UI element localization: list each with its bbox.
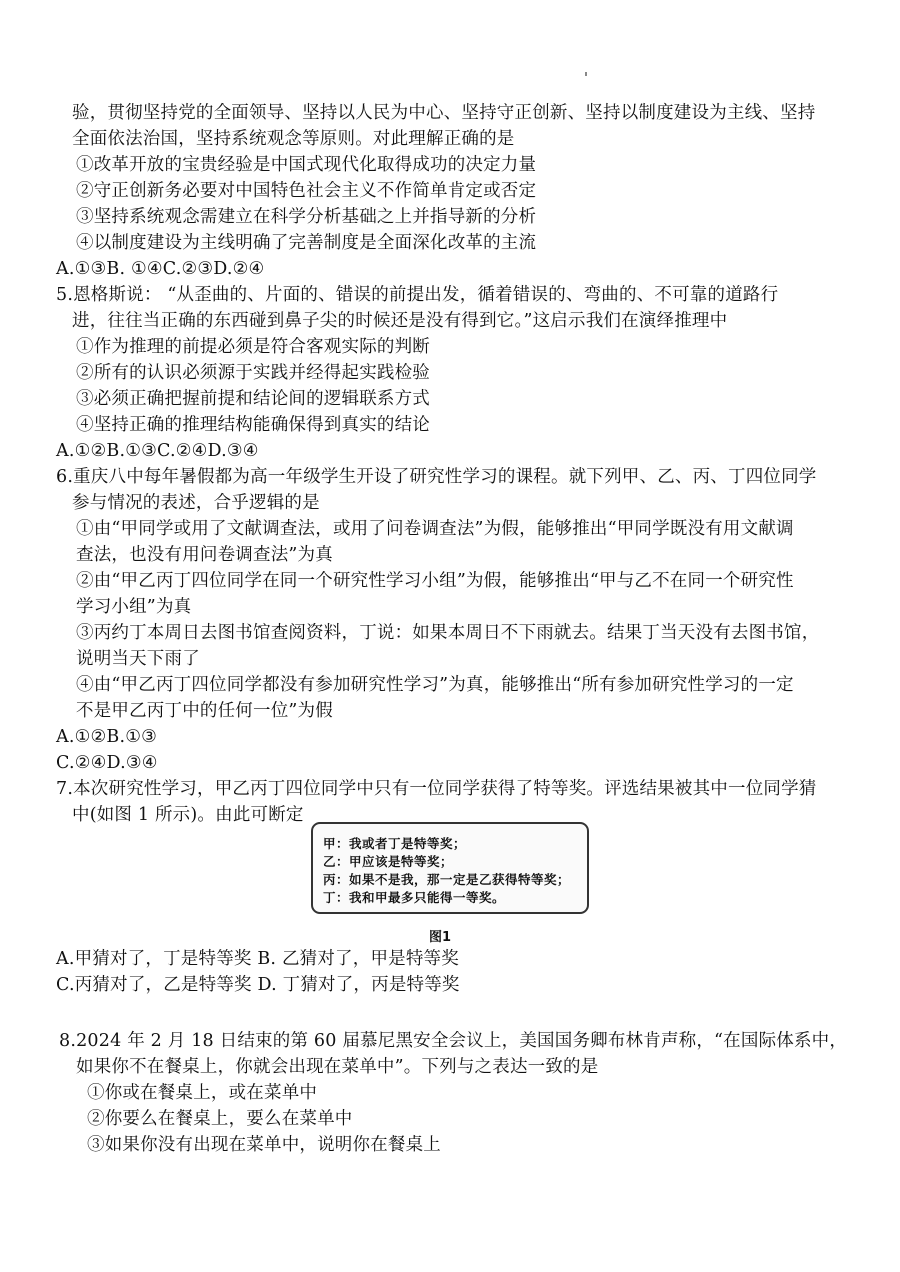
figure-line-yi: 乙：甲应该是特等奖； bbox=[323, 854, 454, 869]
q6-item-4b: 不是甲乙丙丁中的任何一位”为假 bbox=[76, 701, 333, 721]
q6-item-1a: ①由“甲同学或用了文献调查法，或用了问卷调查法”为假，能够推出“甲同学既没有用文献调 bbox=[76, 519, 794, 539]
q7-options-1: A.甲猜对了，丁是特等奖 B. 乙猜对了，甲是特等奖 bbox=[56, 949, 459, 969]
figure-1-box bbox=[311, 822, 589, 914]
q8-stem-line-1: 8.2024 年 2 月 18 日结束的第 60 届慕尼黑安全会议上，美国国务卿布林肯声称，“在国际体系中， bbox=[59, 1031, 848, 1051]
q8-stem-line-2: 如果你不在餐桌上，你就会出现在菜单中”。下列与之表达一致的是 bbox=[76, 1057, 599, 1077]
scan-mark bbox=[585, 72, 587, 76]
figure-1-caption: 图1 bbox=[429, 930, 452, 945]
q4-item-4: ④以制度建设为主线明确了完善制度是全面深化改革的主流 bbox=[76, 233, 537, 253]
q6-item-2b: 学习小组”为真 bbox=[76, 597, 192, 617]
figure-line-jia: 甲：我或者丁是特等奖； bbox=[323, 836, 467, 851]
q8-item-1: ①你或在餐桌上，或在菜单中 bbox=[87, 1083, 318, 1103]
q4-stem-line-1: 验，贯彻坚持党的全面领导、坚持以人民为中心、坚持守正创新、坚持以制度建设为主线、坚持 bbox=[72, 103, 816, 123]
q5-item-2: ②所有的认识必须源于实践并经得起实践检验 bbox=[76, 363, 430, 383]
figure-line-bing: 丙：如果不是我，那一定是乙获得特等奖； bbox=[323, 872, 571, 887]
q5-item-1: ①作为推理的前提必须是符合客观实际的判断 bbox=[76, 337, 430, 357]
q7-stem-line-2: 中(如图 1 所示)。由此可断定 bbox=[72, 805, 304, 825]
q8-item-3: ③如果你没有出现在菜单中，说明你在餐桌上 bbox=[87, 1135, 441, 1155]
q6-stem-line-1: 6.重庆八中每年暑假都为高一年级学生开设了研究性学习的课程。就下列甲、乙、丙、丁四位同学 bbox=[56, 467, 817, 487]
q6-options-1: A.①②B.①③ bbox=[56, 727, 157, 747]
q5-stem-line-2: 进，往往当正确的东西碰到鼻子尖的时候还是没有得到它。”这启示我们在演绎推理中 bbox=[72, 311, 728, 331]
q4-item-3: ③坚持系统观念需建立在科学分析基础之上并指导新的分析 bbox=[76, 207, 537, 227]
q6-item-2a: ②由“甲乙丙丁四位同学在同一个研究性学习小组”为假，能够推出“甲与乙不在同一个研究性 bbox=[76, 571, 794, 591]
figure-line-ding: 丁：我和甲最多只能得一等奖。 bbox=[323, 890, 506, 905]
q7-options-2: C.丙猜对了，乙是特等奖 D. 丁猜对了，丙是特等奖 bbox=[56, 975, 460, 995]
q7-stem-line-1: 7.本次研究性学习，甲乙丙丁四位同学中只有一位同学获得了特等奖。评选结果被其中一位同学猜 bbox=[56, 779, 817, 799]
q6-options-2: C.②④D.③④ bbox=[56, 753, 158, 773]
q6-item-4a: ④由“甲乙丙丁四位同学都没有参加研究性学习”为真，能够推出“所有参加研究性学习的一定 bbox=[76, 675, 794, 695]
q4-stem-line-2: 全面依法治国，坚持系统观念等原则。对此理解正确的是 bbox=[72, 129, 515, 149]
q4-item-1: ①改革开放的宝贵经验是中国式现代化取得成功的决定力量 bbox=[76, 155, 537, 175]
q5-stem-line-1: 5.恩格斯说： “从歪曲的、片面的、错误的前提出发，循着错误的、弯曲的、不可靠的道路行 bbox=[56, 285, 779, 305]
q5-options: A.①②B.①③C.②④D.③④ bbox=[56, 441, 259, 461]
q5-item-4: ④坚持正确的推理结构能确保得到真实的结论 bbox=[76, 415, 430, 435]
q8-item-2: ②你要么在餐桌上，要么在菜单中 bbox=[87, 1109, 353, 1129]
q5-item-3: ③必须正确把握前提和结论间的逻辑联系方式 bbox=[76, 389, 430, 409]
q4-item-2: ②守正创新务必要对中国特色社会主义不作简单肯定或否定 bbox=[76, 181, 537, 201]
q4-options: A.①③B. ①④C.②③D.②④ bbox=[56, 259, 265, 279]
q6-item-1b: 查法，也没有用问卷调查法”为真 bbox=[76, 545, 333, 565]
q6-stem-line-2: 参与情况的表述，合乎逻辑的是 bbox=[72, 493, 320, 513]
q6-item-3a: ③丙约丁本周日去图书馆查阅资料，丁说：如果本周日不下雨就去。结果丁当天没有去图书馆， bbox=[76, 623, 820, 643]
q6-item-3b: 说明当天下雨了 bbox=[76, 649, 200, 669]
